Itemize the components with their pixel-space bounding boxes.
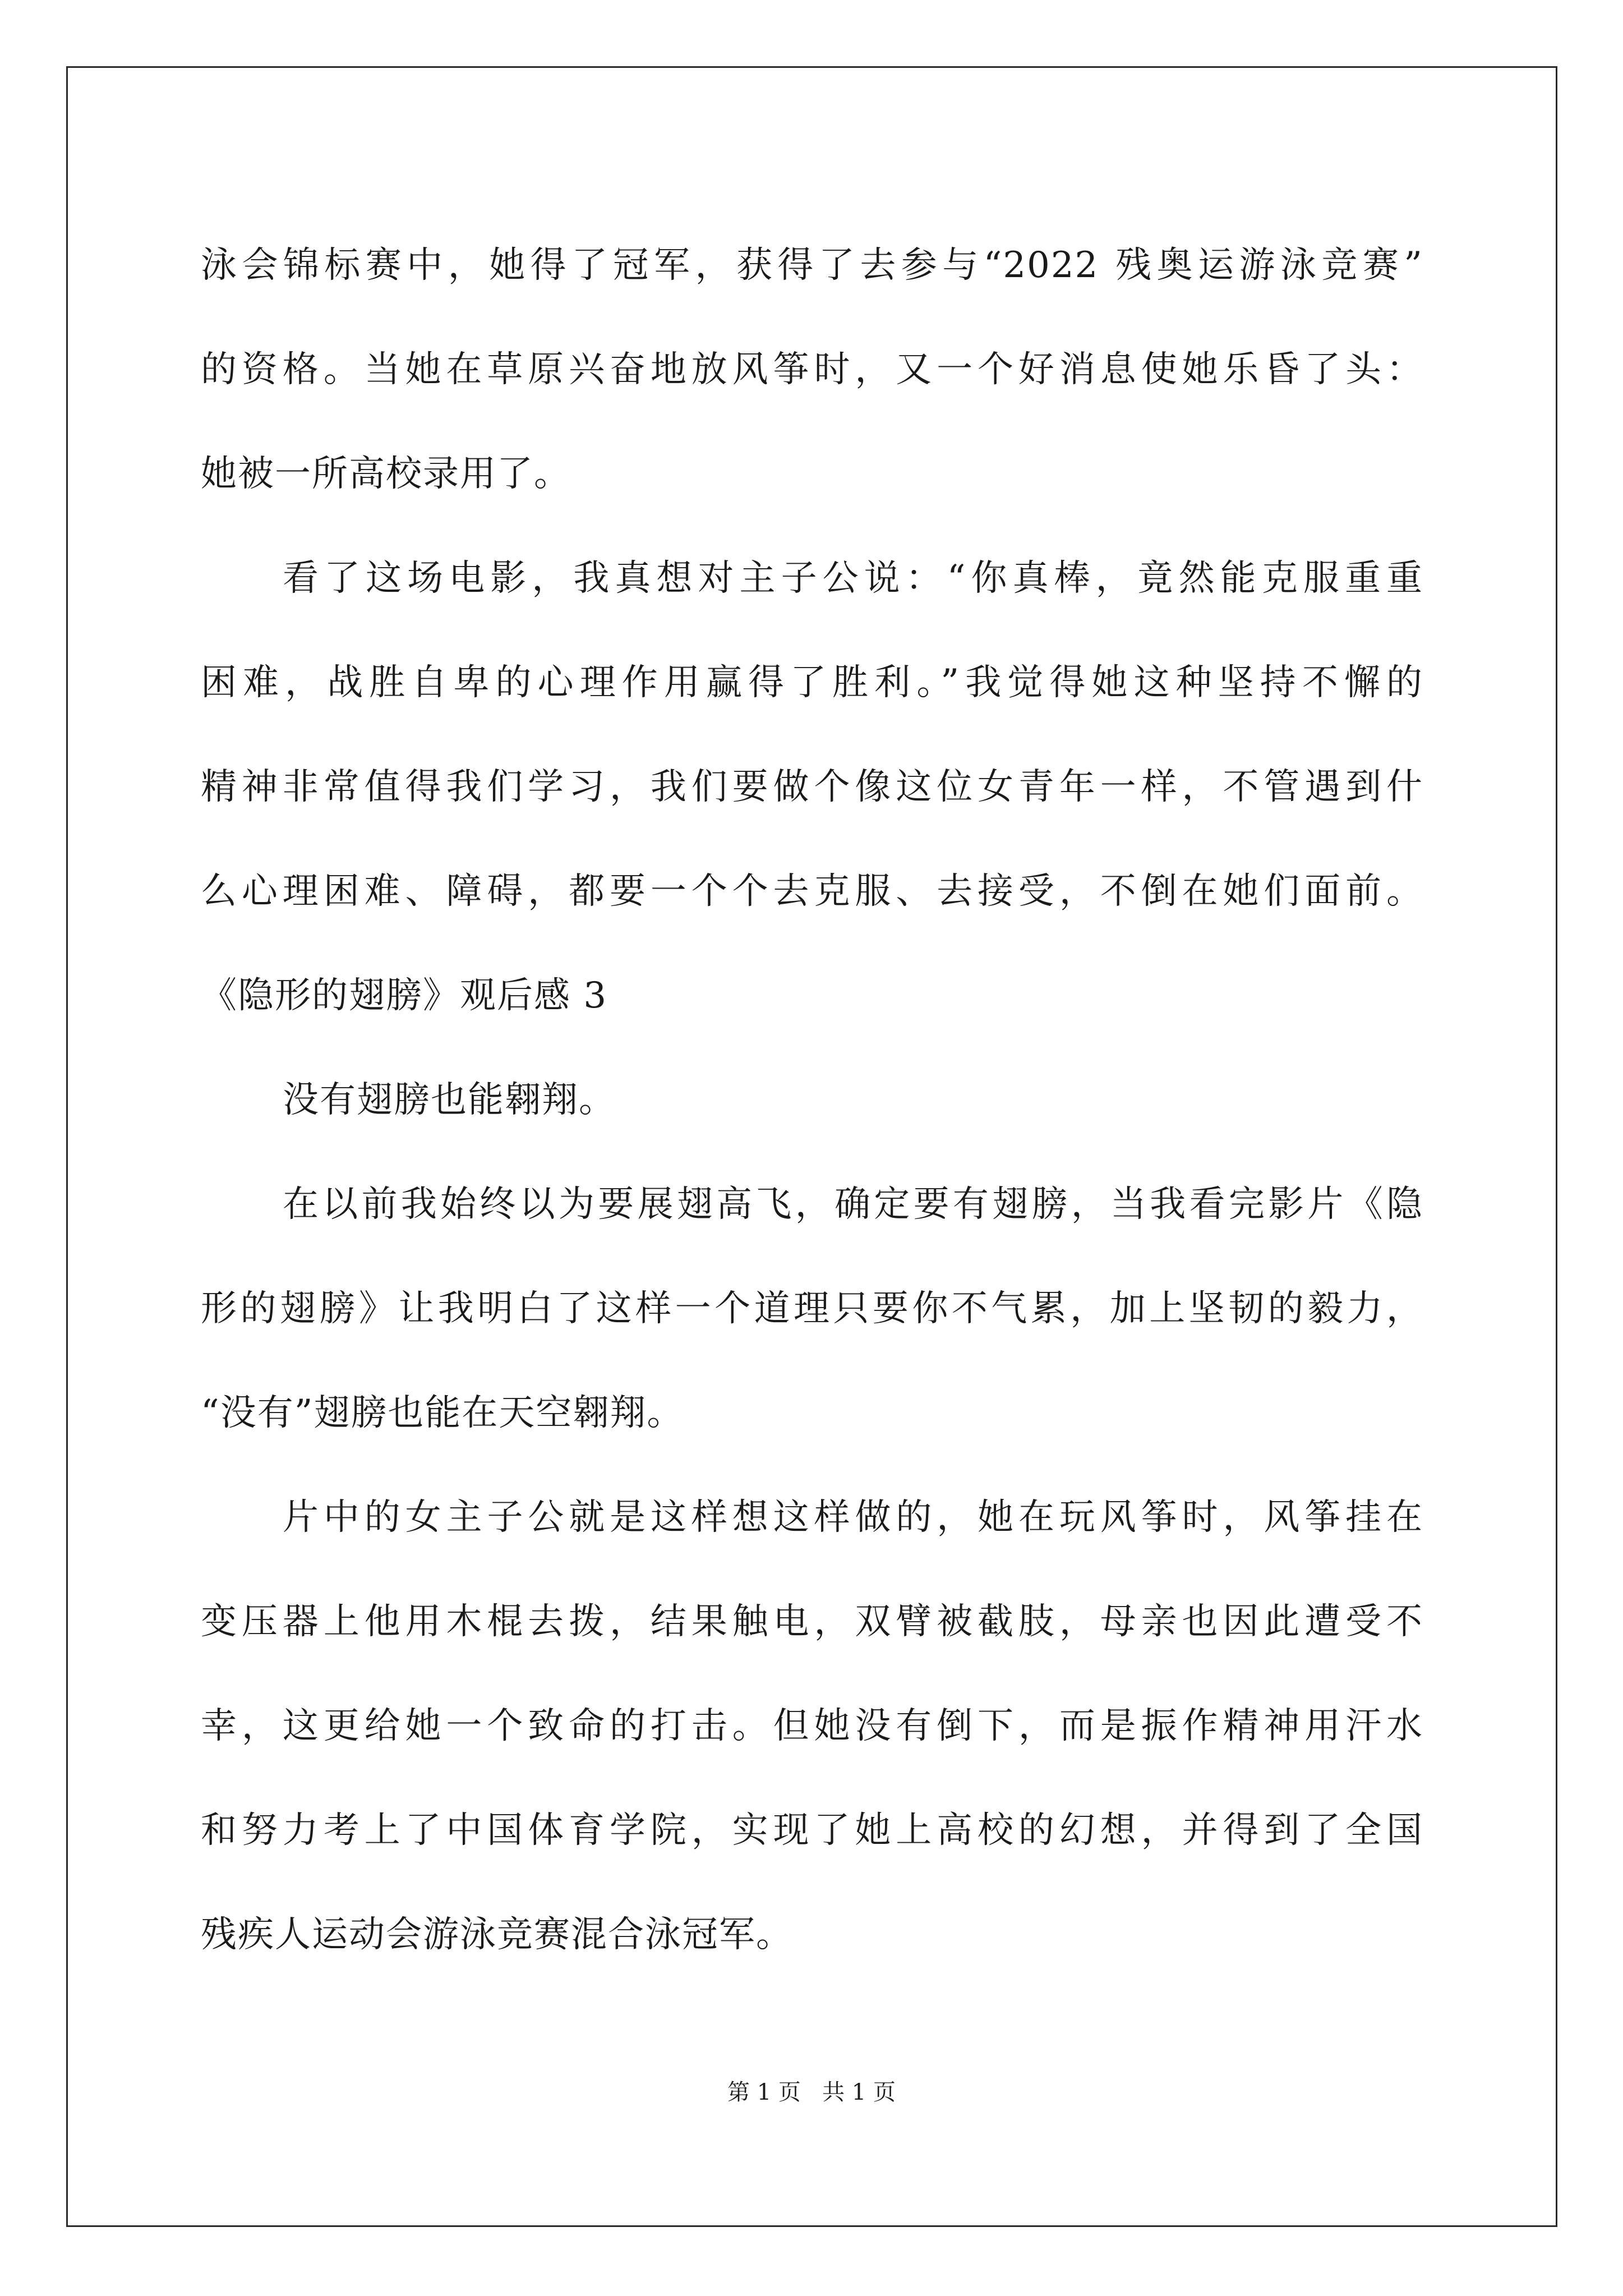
paragraph-line: 片中的女主子公就是这样想这样做的，她在玩风筝时，风筝挂在 [283,1497,1423,1538]
paragraph-line: 在以前我始终以为要展翅高飞，确定要有翅膀，当我看完影片《隐 [283,1184,1423,1225]
document-body [201,213,1423,1987]
paragraph-line: 没有翅膀也能翱翔。 [283,1079,616,1121]
paragraph-line: 的资格。当她在草原兴奋地放风筝时，又一个好消息使她乐昏了头： [201,349,1423,390]
page-footer: 第 1 页 共 1 页 [727,2079,896,2105]
paragraph-line: 她被一所高校录用了。 [201,453,571,495]
paragraph-line: 么心理困难、障碍，都要一个个去克服、去接受，不倒在她们面前。 [201,871,1423,912]
paragraph-line: “没有”翅膀也能在天空翱翔。 [201,1392,684,1434]
paragraph-line: 变压器上他用木棍去拨，结果触电，双臂被截肢，母亲也因此遭受不 [201,1601,1423,1642]
paragraph-line: 残疾人运动会游泳竞赛混合泳冠军。 [201,1914,793,1955]
paragraph-line: 幸，这更给她一个致命的打击。但她没有倒下，而是振作精神用汗水 [201,1705,1423,1747]
paragraph-line: 看了这场电影，我真想对主子公说：“你真棒，竟然能克服重重 [283,558,1423,599]
paragraph-line: 困难，战胜自卑的心理作用赢得了胜利。”我觉得她这种坚持不懈的 [201,662,1423,703]
paragraph-line: 和努力考上了中国体育学院，实现了她上高校的幻想，并得到了全国 [201,1810,1423,1851]
paragraph-line: 形的翅膀》让我明白了这样一个道理只要你不气累，加上坚韧的毅力， [201,1288,1423,1329]
section-heading: 《隐形的翅膀》观后感 3 [201,975,608,1016]
paragraph-line: 精神非常值得我们学习，我们要做个像这位女青年一样，不管遇到什 [201,766,1423,808]
paragraph-line: 泳会锦标赛中，她得了冠军，获得了去参与“2022 残奥运游泳竞赛” [201,245,1423,286]
